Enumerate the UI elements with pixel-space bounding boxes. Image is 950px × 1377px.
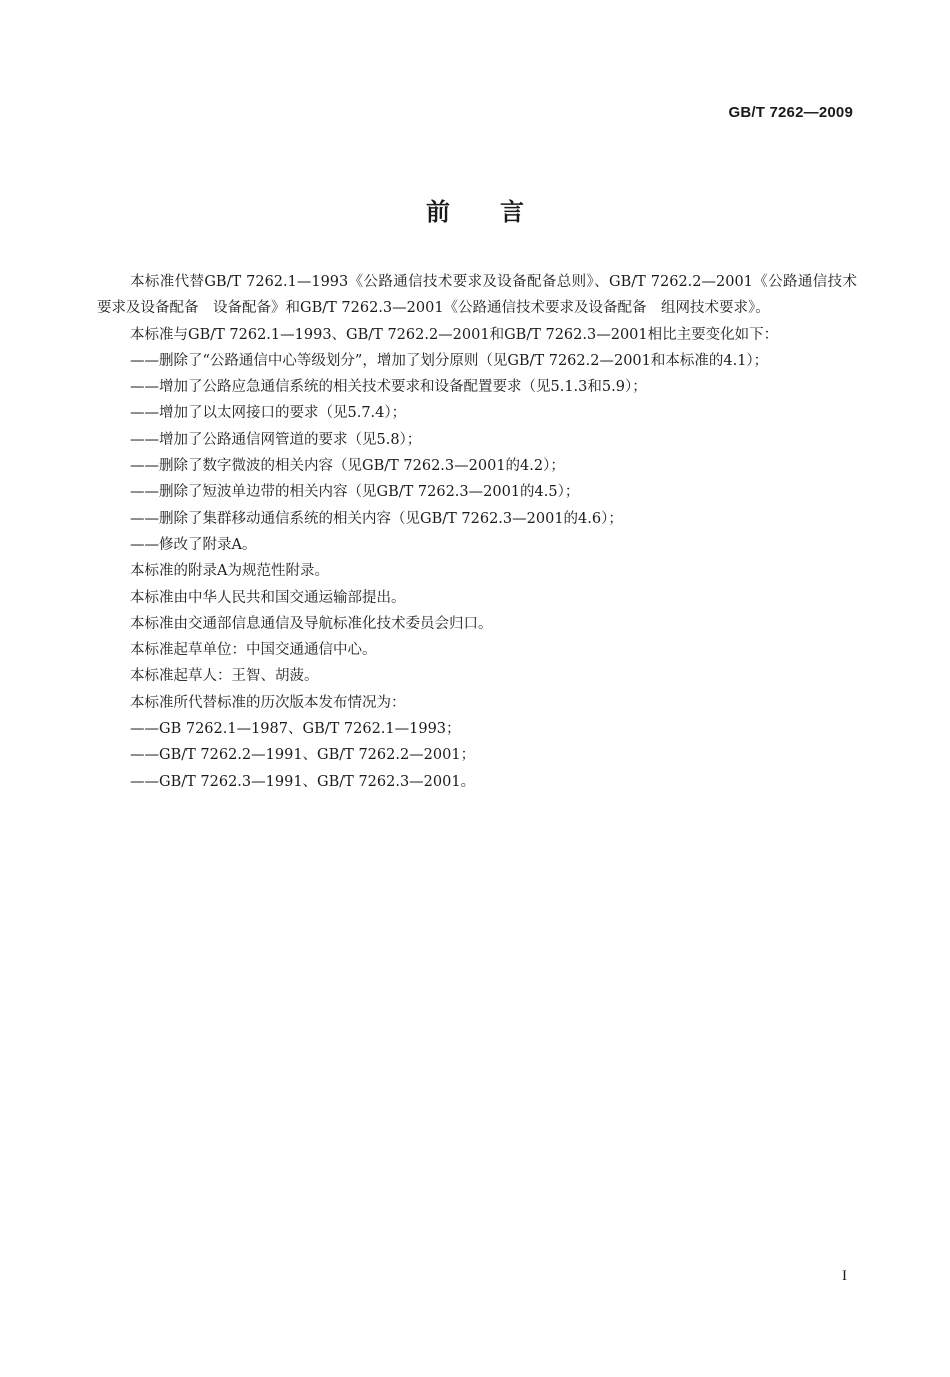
change-item: ——增加了公路应急通信系统的相关技术要求和设备配置要求（见5.1.3和5.9）； xyxy=(130,379,647,396)
change-item: ——增加了公路通信网管道的要求（见5.8）； xyxy=(130,431,422,448)
paragraph-drafting-unit: 本标准起草单位：中国交通通信中心。 xyxy=(130,642,377,659)
paragraph-drafters: 本标准起草人：王智、胡菠。 xyxy=(130,668,319,685)
change-item: ——删除了数字微波的相关内容（见GB/T 7262.3—2001的4.2）； xyxy=(130,458,565,475)
foreword-body xyxy=(97,269,857,795)
change-item: ——删除了短波单边带的相关内容（见GB/T 7262.3—2001的4.5）； xyxy=(130,484,580,501)
change-item: ——删除了“公路通信中心等级划分”，增加了划分原则（见GB/T 7262.2—2001和本标准的4.1）； xyxy=(130,352,769,369)
paragraph-history-intro: 本标准所代替标准的历次版本发布情况为： xyxy=(130,694,406,711)
history-item: ——GB/T 7262.2—1991、GB/T 7262.2—2001； xyxy=(130,747,476,764)
change-item: ——删除了集群移动通信系统的相关内容（见GB/T 7262.3—2001的4.6）； xyxy=(130,510,623,527)
history-item: ——GB/T 7262.3—1991、GB/T 7262.3—2001。 xyxy=(130,773,476,790)
title-char-1: 前 xyxy=(426,198,450,226)
paragraph-appendix: 本标准的附录A为规范性附录。 xyxy=(130,563,329,580)
page-title xyxy=(0,192,950,227)
page-number: I xyxy=(842,1268,847,1284)
standard-code: GB/T 7262—2009 xyxy=(728,104,853,121)
title-char-2: 言 xyxy=(500,198,524,226)
history-item: ——GB 7262.1—1987、GB/T 7262.1—1993； xyxy=(130,721,461,738)
paragraph-proposer: 本标准由中华人民共和国交通运输部提出。 xyxy=(130,589,406,606)
paragraph-committee: 本标准由交通部信息通信及导航标准化技术委员会归口。 xyxy=(130,615,493,632)
paragraph-changes-intro: 本标准与GB/T 7262.1—1993、GB/T 7262.2—2001和GB/T 7262.3—2001相比主要变化如下： xyxy=(130,326,779,343)
paragraph-replacement: 本标准代替GB/T 7262.1—1993《公路通信技术要求及设备配备总则》、GB/T 7262.2—2001《公路通信技术要求及设备配备 设备配备》和GB/T 7262.3—2001《公路通信技术要求及设备配备 组网技术要求》。 xyxy=(97,274,857,317)
change-item: ——增加了以太网接口的要求（见5.7.4）； xyxy=(130,405,407,422)
change-item: ——修改了附录A。 xyxy=(130,536,257,553)
